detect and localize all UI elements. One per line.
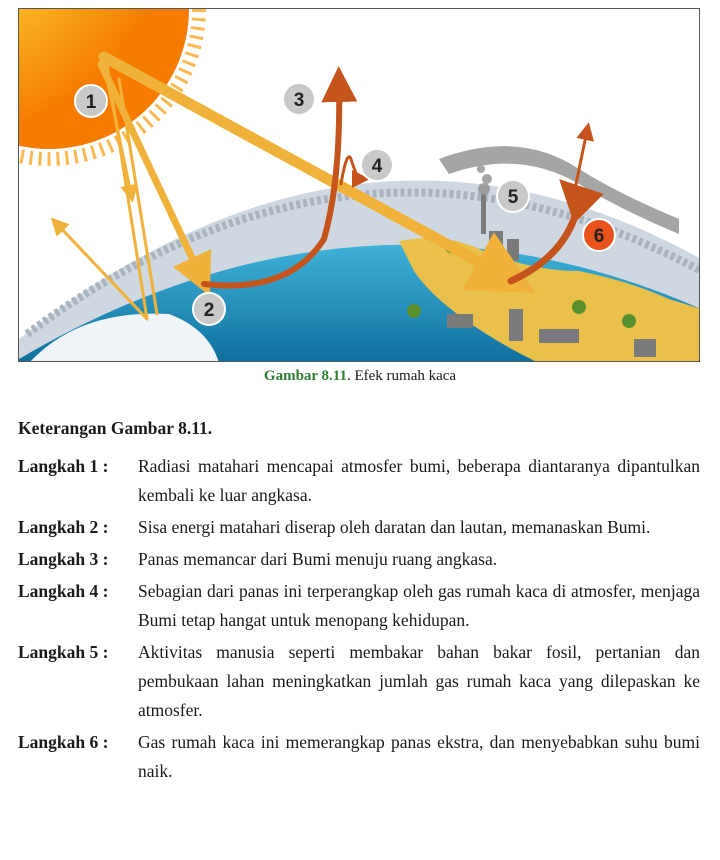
step-item [18, 452, 700, 510]
marker-1 [75, 85, 107, 117]
step-item [18, 577, 700, 635]
caption-number: Gambar 8.11 [263, 368, 347, 384]
svg-text:1: 1 [85, 92, 97, 113]
step-item [18, 545, 700, 574]
marker-2 [193, 293, 225, 325]
marker-4 [361, 149, 393, 181]
step-label: Langkah 6 : [18, 732, 109, 752]
step-label: Langkah 1 : [18, 456, 109, 476]
marker-3 [283, 83, 315, 115]
greenhouse-diagram [19, 9, 700, 362]
greenhouse-illustration [18, 8, 700, 362]
step-text: Sebagian dari panas ini terperangkap oleh gas rumah kaca di atmosfer, menjaga Bumi tetap hangat untuk menopang kehidupan. [138, 581, 700, 630]
svg-text:6: 6 [593, 226, 605, 247]
svg-text:4: 4 [371, 156, 383, 177]
step-list [18, 452, 700, 789]
step-item [18, 728, 700, 786]
step-item [18, 638, 700, 725]
step-text: Sisa energi matahari diserap oleh daratan dan lautan, memanaskan Bumi. [138, 517, 651, 537]
svg-text:5: 5 [507, 187, 519, 208]
caption-text: . Efek rumah kaca [346, 368, 457, 384]
sun [19, 9, 189, 149]
step-text: Gas rumah kaca ini memerangkap panas ekstra, dan menyebabkan suhu bumi naik. [138, 732, 700, 781]
step-text: Radiasi matahari mencapai atmosfer bumi, beberapa diantaranya dipantulkan kembali ke luar angkasa. [138, 456, 700, 505]
svg-text:3: 3 [293, 90, 305, 111]
step-label: Langkah 2 : [18, 517, 109, 537]
figure-caption [0, 368, 720, 385]
description-heading: Keterangan Gambar 8.11. [18, 418, 213, 438]
step-label: Langkah 3 : [18, 549, 109, 569]
step-text: Aktivitas manusia seperti membakar bahan bakar fosil, pertanian dan pembukaan lahan meningkatkan jumlah gas rumah kaca yang dilepaskan ke atmosfer. [138, 642, 700, 720]
step-label: Langkah 5 : [18, 642, 109, 662]
step-item [18, 513, 700, 542]
marker-5 [497, 180, 529, 212]
step-label: Langkah 4 : [18, 581, 109, 601]
svg-text:2: 2 [203, 300, 215, 321]
step-text: Panas memancar dari Bumi menuju ruang angkasa. [138, 549, 498, 569]
marker-6 [583, 219, 615, 251]
